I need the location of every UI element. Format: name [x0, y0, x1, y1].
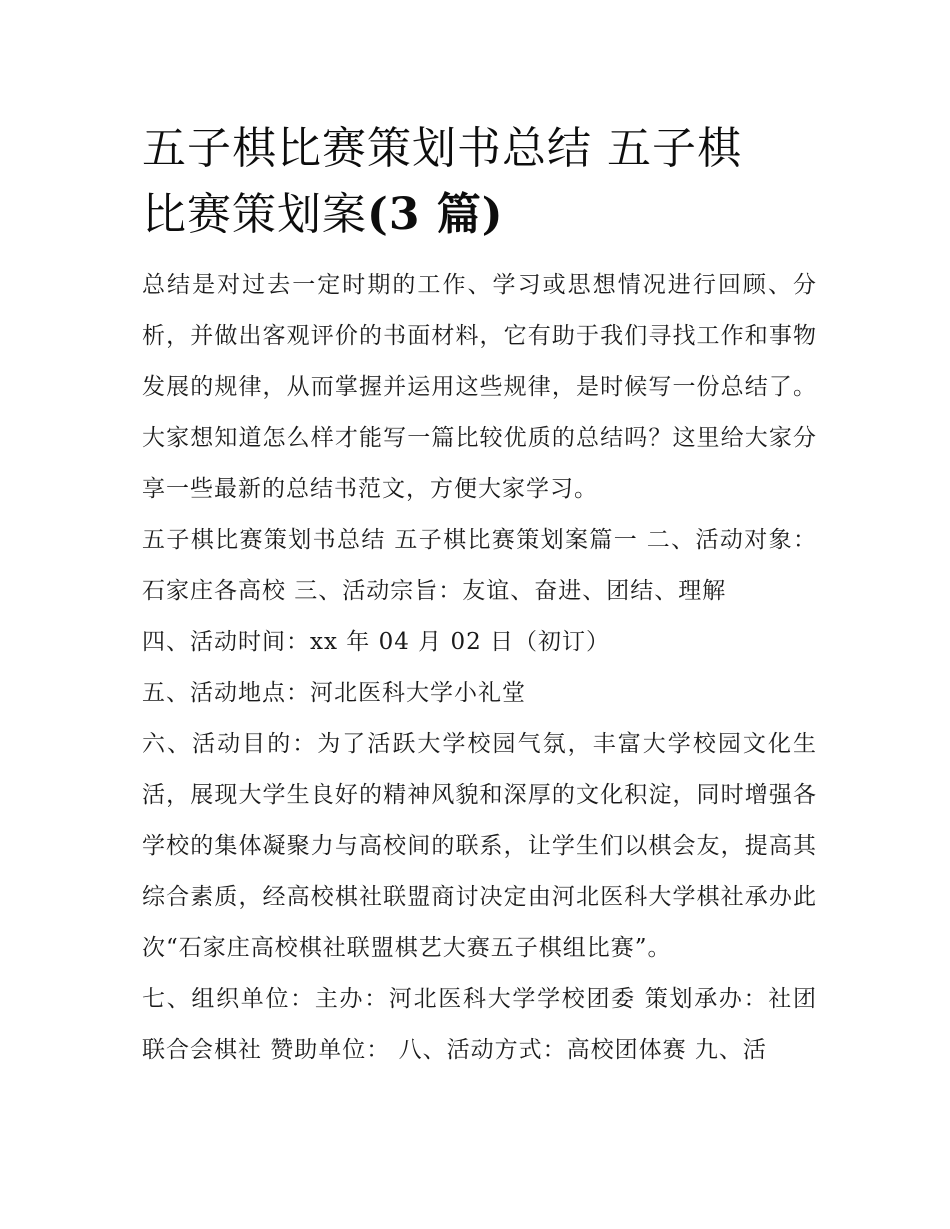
intro-paragraph: 总结是对过去一定时期的工作、学习或思想情况进行回顾、分析，并做出客观评价的书面材料，它有助于我们寻找工作和事物发展的规律，从而掌握并运用这些规律，是时候写一份总结了。大家想知道怎么样才能写一篇比较优质的总结吗？这里给大家分享一些最新的总结书范文，方便大家学习。 [142, 272, 817, 502]
document-title [142, 116, 817, 248]
title-line-2: 比赛策划案 [142, 189, 367, 240]
document-content [142, 116, 817, 1076]
paragraph-objects-purpose: 五子棋比赛策划书总结 五子棋比赛策划案篇一 二、活动对象：石家庄各高校 三、活动宗旨：友谊、奋进、团结、理解 [142, 527, 817, 604]
title-line-1: 五子棋比赛策划书总结 五子棋 [142, 123, 742, 174]
title-count: (3 篇) [367, 189, 504, 240]
paragraph-goal: 六、活动目的：为了活跃大学校园气氛，丰富大学校园文化生活，展现大学生良好的精神风貌和深厚的文化积淀，同时增强各学校的集体凝聚力与高校间的联系，让学生们以棋会友，提高其综合素质，经高校棋社联盟商讨决定由河北医科大学棋社承办此次“石家庄高校棋社联盟棋艺大赛五子棋组比赛”。 [142, 731, 817, 961]
paragraph-location: 五、活动地点：河北医科大学小礼堂 [142, 680, 526, 706]
paragraph-time: 四、活动时间：xx 年 04 月 02 日（初订） [142, 629, 611, 655]
paragraph-organizers: 七、组织单位：主办：河北医科大学学校团委 策划承办：社团联合会棋社 赞助单位： 八、活动方式：高校团体赛 九、活 [142, 986, 817, 1063]
